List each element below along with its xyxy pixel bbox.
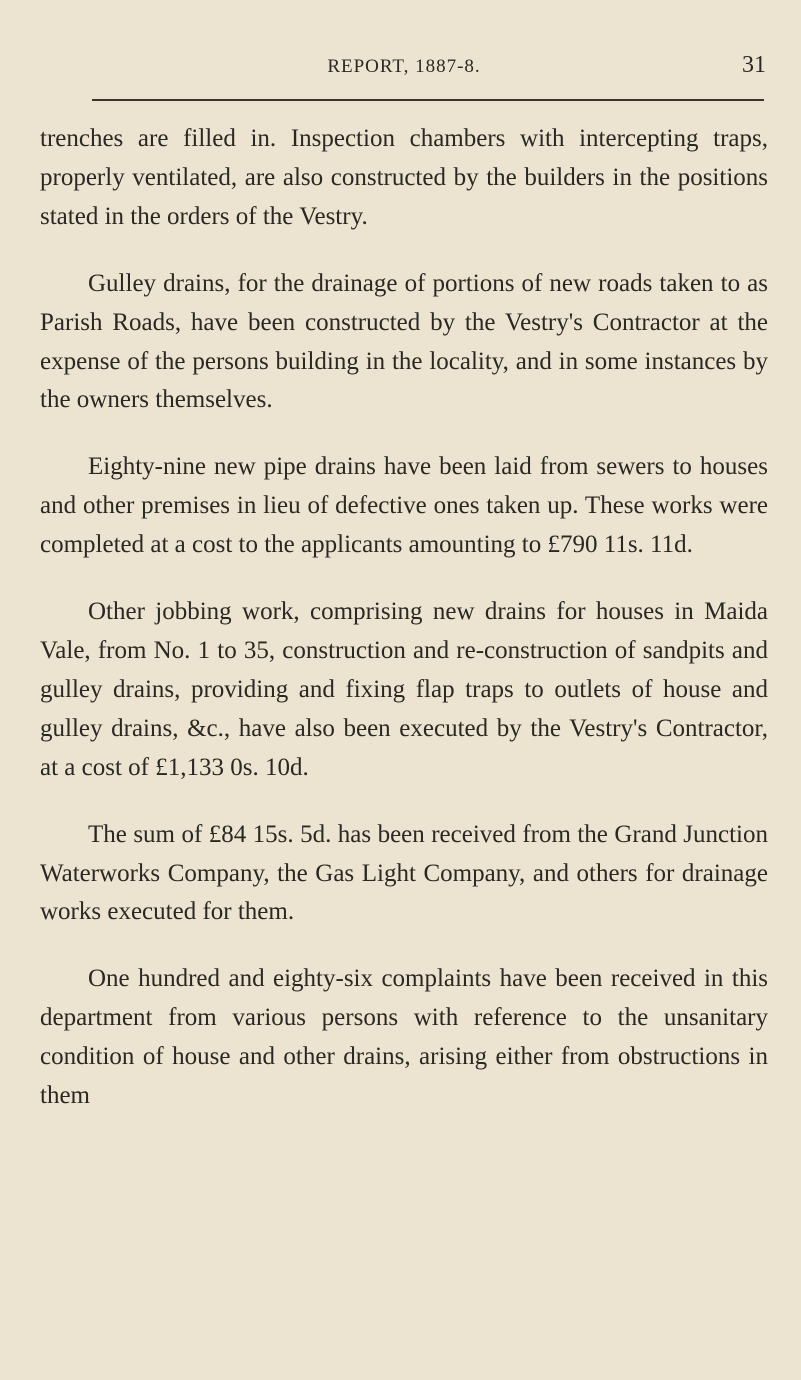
paragraph-2: Gulley drains, for the drainage of portions of new roads taken to as Parish Roads, have been constructed by the Vestry's Contractor at the expense of the persons building in the locality, and in some instances by the owners themselves. — [40, 269, 768, 414]
page-number: 31 — [742, 52, 766, 78]
paragraph-1: trenches are filled in. Inspection chambers with intercepting traps, properly ventilated, are also constructed by the builders in the positions stated in the orders of the Vestry. — [40, 125, 768, 230]
running-head: REPORT, 1887-8. — [327, 56, 481, 77]
paragraph-3: Eighty-nine new pipe drains have been laid from sewers to houses and other premises in lieu of defective ones taken up. These works were completed at a cost to the applicants amounting to £790 11s. 11d. — [40, 453, 768, 559]
paragraph-4: Other jobbing work, comprising new drains for houses in Maida Vale, from No. 1 to 35, construction and re-construction of sandpits and gulley drains, providing and fixing flap traps to outlets of house and gulley drains, &c., have also been executed by the Vestry's Contractor, at a cost of £1,133 0s. 10d. — [40, 598, 768, 781]
header-rule — [92, 99, 764, 101]
paragraph-5: The sum of £84 15s. 5d. has been received from the Grand Junction Waterworks Company, the Gas Light Company, and others for drainage works executed for them. — [40, 820, 768, 926]
body-text — [40, 120, 768, 1144]
page-header — [40, 52, 768, 82]
paragraph-6: One hundred and eighty-six complaints have been received in this department from various persons with reference to the unsanitary condition of house and other drains, arising either from obstructions in them — [40, 965, 768, 1110]
